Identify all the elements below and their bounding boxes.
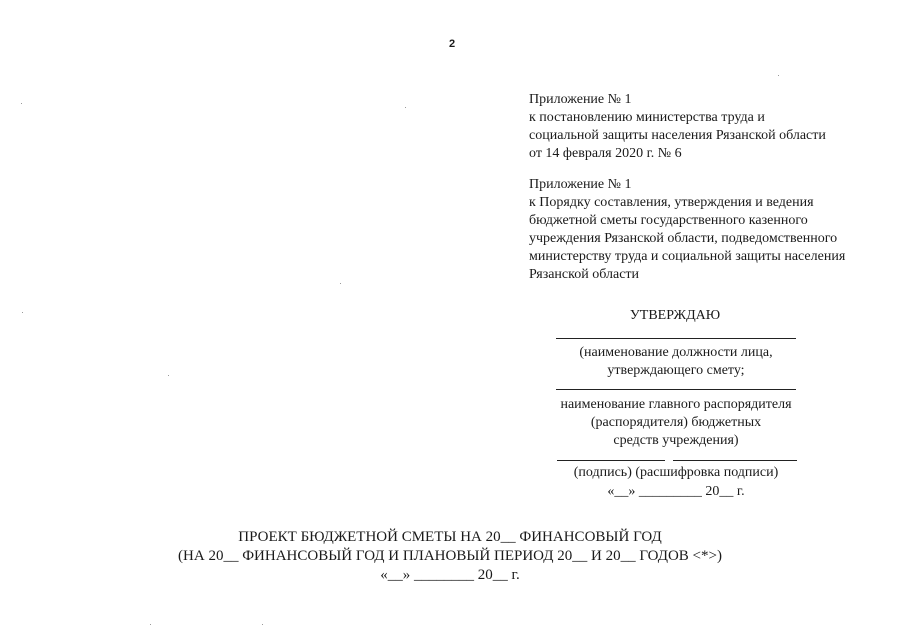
manager-caption-line-1: наименование главного распорядителя <box>560 397 792 412</box>
manager-signature-line <box>556 389 796 390</box>
signature-line <box>557 460 665 461</box>
scan-speck <box>22 312 23 313</box>
page-number: 2 <box>449 38 456 50</box>
appendix-procedure-line-1: Приложение № 1 <box>529 177 632 192</box>
position-caption-line-1: (наименование должности лица, <box>579 345 773 360</box>
scan-speck <box>262 624 263 625</box>
appendix-order-line-4: от 14 февраля 2020 г. № 6 <box>529 146 682 161</box>
appendix-procedure-line-2: к Порядку составления, утверждения и ведения <box>529 195 814 210</box>
scan-speck <box>21 103 22 104</box>
scan-speck <box>340 283 341 284</box>
appendix-procedure-line-5: министерству труда и социальной защиты населения <box>529 249 846 264</box>
manager-caption-line-3: средств учреждения) <box>613 433 739 448</box>
manager-caption-line-2: (распорядителя) бюджетных <box>590 415 762 430</box>
approval-date: «__» _________ 20__ г. <box>607 484 745 499</box>
signature-decoding-line <box>673 460 797 461</box>
appendix-order-line-3: социальной защиты населения Рязанской области <box>529 128 826 143</box>
position-signature-line <box>556 338 796 339</box>
signature-caption: (подпись) (расшифровка подписи) <box>573 465 779 480</box>
appendix-order-block <box>529 91 826 163</box>
position-caption-line-2: утверждающего смету; <box>607 363 745 378</box>
document-title-date: «__» ________ 20__ г. <box>380 567 520 583</box>
document-title-line-1: ПРОЕКТ БЮДЖЕТНОЙ СМЕТЫ НА 20__ ФИНАНСОВЫЙ ГОД <box>238 529 662 545</box>
appendix-order-line-1: Приложение № 1 <box>529 92 632 107</box>
position-caption <box>536 344 816 380</box>
appendix-order-line-2: к постановлению министерства труда и <box>529 110 765 125</box>
approval-heading: УТВЕРЖДАЮ <box>629 308 721 323</box>
appendix-procedure-line-4: учреждения Рязанской области, подведомственного <box>529 231 838 246</box>
appendix-procedure-block <box>529 176 845 284</box>
manager-caption <box>526 396 826 450</box>
document-title <box>150 528 750 585</box>
scan-speck <box>168 375 169 376</box>
document-title-line-2: (НА 20__ ФИНАНСОВЫЙ ГОД И ПЛАНОВЫЙ ПЕРИОД 20__ И 20__ ГОДОВ <*>) <box>178 548 722 564</box>
appendix-procedure-line-6: Рязанской области <box>529 267 640 282</box>
scan-speck <box>405 107 406 108</box>
scan-speck <box>778 75 779 76</box>
scan-speck <box>150 624 151 625</box>
appendix-procedure-line-3: бюджетной сметы государственного казенного <box>529 213 808 228</box>
